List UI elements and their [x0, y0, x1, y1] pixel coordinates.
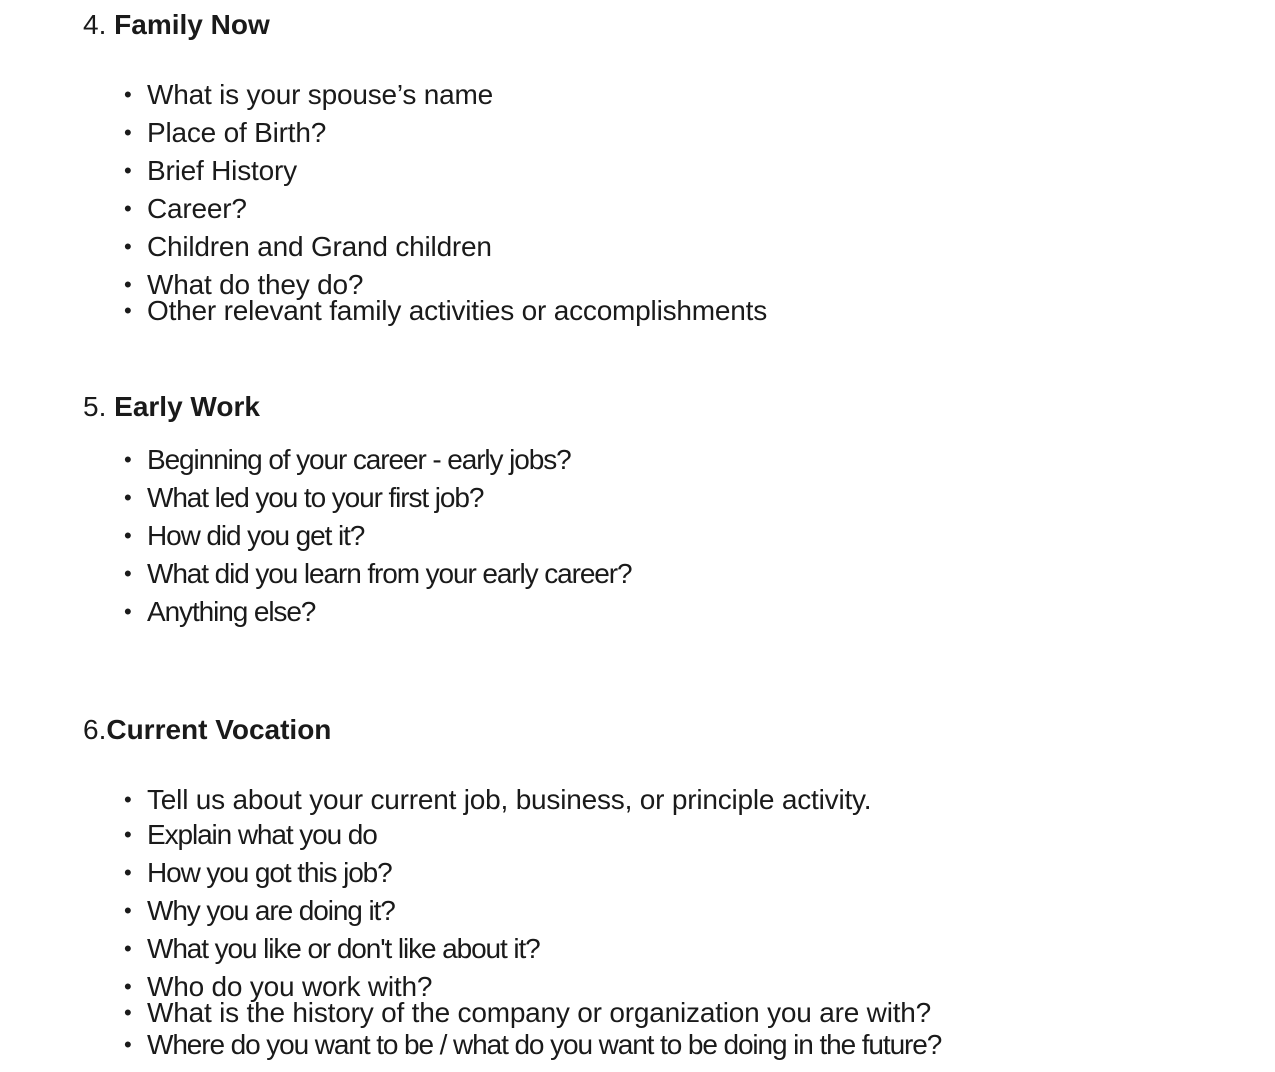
list-item: • What led you to your first job? [124, 482, 484, 513]
list-item: • How you got this job? [124, 857, 392, 888]
section-heading-early-work [83, 390, 260, 424]
list-item: • Why you are doing it? [124, 895, 395, 926]
bullet-icon: • [124, 599, 132, 624]
bullet-icon: • [124, 120, 132, 145]
bullet-icon: • [124, 1032, 132, 1057]
bullet-icon: • [124, 298, 132, 323]
bullet-icon: • [124, 561, 132, 586]
bullet-icon: • [124, 234, 132, 259]
list-item: • Career? [124, 193, 247, 224]
bullet-icon: • [124, 898, 132, 923]
list-item: • Who do you work with? [124, 971, 433, 1002]
list-item: • Brief History [124, 155, 297, 186]
list-item: • What is your spouse’s name [124, 79, 494, 110]
list-item: • What is the history of the company or organization you are with? [124, 997, 932, 1028]
bullet-icon: • [124, 82, 132, 107]
bullet-icon: • [124, 787, 132, 812]
list-item: • Children and Grand children [124, 231, 492, 262]
list-item: • What did you learn from your early career? [124, 558, 632, 589]
bullet-icon: • [124, 158, 132, 183]
list-item: • Anything else? [124, 596, 316, 627]
section-number: 6. [83, 714, 107, 745]
bullet-icon: • [124, 272, 132, 297]
bullet-icon: • [124, 860, 132, 885]
section-title: Early Work [114, 391, 260, 422]
section-title: Current Vocation [106, 714, 332, 745]
section-heading-family-now [83, 8, 270, 42]
bullet-icon: • [124, 196, 132, 221]
bullet-icon: • [124, 485, 132, 510]
list-item: • Place of Birth? [124, 117, 327, 148]
bullet-icon: • [124, 1000, 132, 1025]
list-item: • What you like or don't like about it? [124, 933, 540, 964]
bullet-icon: • [124, 523, 132, 548]
section-number: 4. [83, 9, 107, 40]
bullet-icon: • [124, 936, 132, 961]
section-title: Family Now [114, 9, 270, 40]
section-number: 5. [83, 391, 107, 422]
list-item: • How did you get it? [124, 520, 365, 551]
list-item: • Tell us about your current job, business, or principle activity. [124, 784, 872, 815]
bullet-icon: • [124, 447, 132, 472]
list-item: • Explain what you do [124, 819, 377, 850]
list-item: • What do they do? [124, 269, 364, 300]
section-heading-current-vocation [83, 713, 331, 747]
list-item: • Beginning of your career - early jobs? [124, 444, 571, 475]
bullet-icon: • [124, 822, 132, 847]
bullet-icon: • [124, 974, 132, 999]
list-item: • Other relevant family activities or accomplishments [124, 295, 768, 326]
list-item: • Where do you want to be / what do you want to be doing in the future? [124, 1029, 942, 1060]
